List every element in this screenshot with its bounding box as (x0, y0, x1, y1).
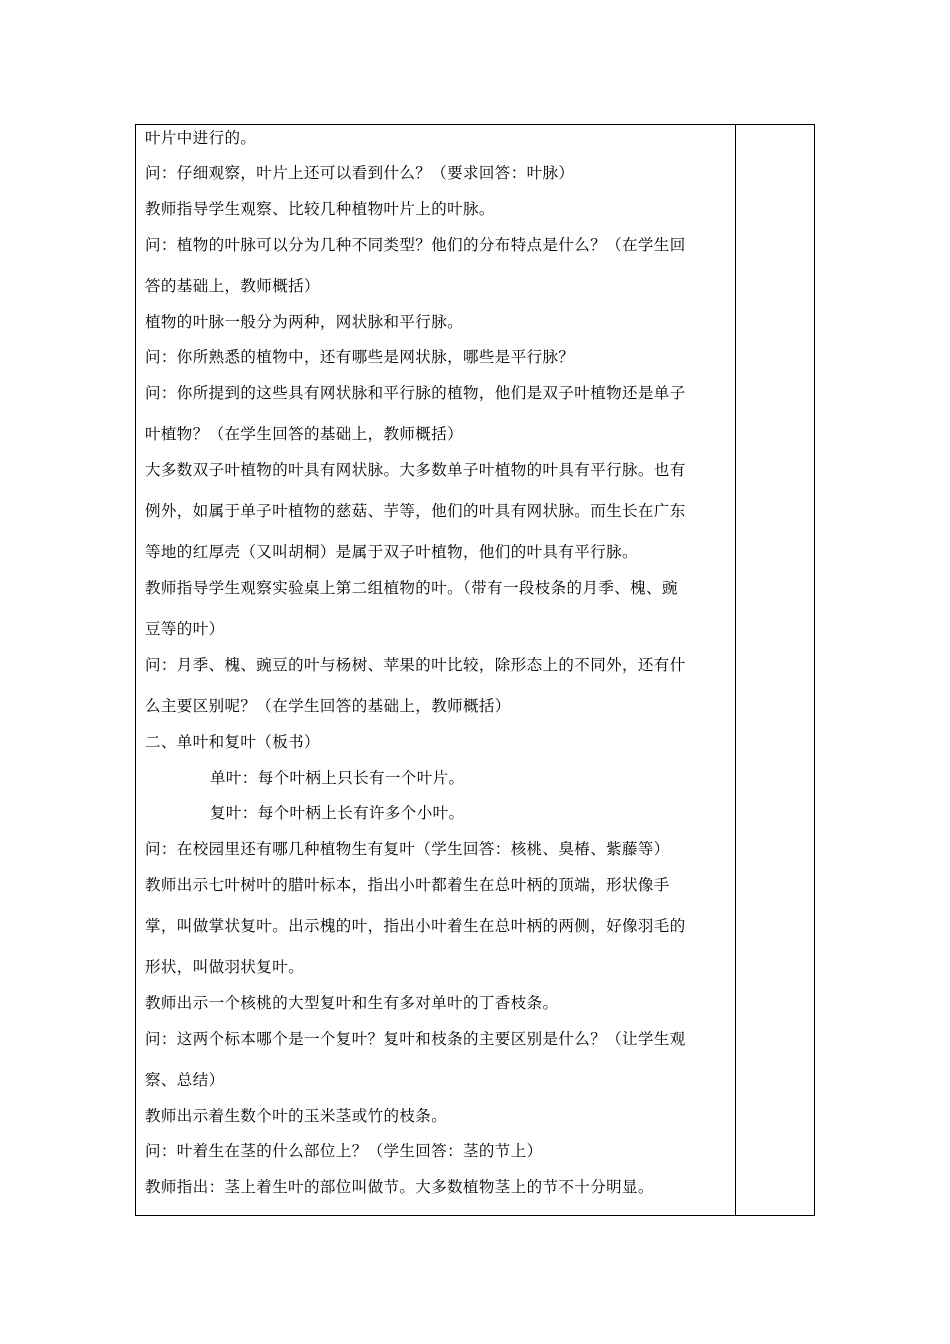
text-line: 例外，如属于单子叶植物的慈菇、芋等，他们的叶具有网状脉。而生长在广东 (145, 502, 686, 520)
text-line: 答的基础上，教师概括） (145, 277, 320, 295)
text-line: 掌，叫做掌状复叶。出示槐的叶，指出小叶着生在总叶柄的两侧，好像羽毛的 (145, 917, 686, 935)
text-line: 大多数双子叶植物的叶具有网状脉。大多数单子叶植物的叶具有平行脉。也有 (145, 461, 686, 479)
text-line: 教师出示七叶树叶的腊叶标本，指出小叶都着生在总叶柄的顶端，形状像手 (145, 876, 670, 894)
column-divider (735, 124, 736, 1216)
text-line: 单叶：每个叶柄上只长有一个叶片。 (210, 769, 465, 787)
text-line: 察、总结） (145, 1071, 225, 1089)
text-line: 豆等的叶） (145, 620, 225, 638)
text-line: 问：你所熟悉的植物中，还有哪些是网状脉，哪些是平行脉？ (145, 348, 575, 366)
text-line: 教师指出：茎上着生叶的部位叫做节。大多数植物茎上的节不十分明显。 (145, 1178, 654, 1196)
text-line: 教师指导学生观察、比较几种植物叶片上的叶脉。 (145, 200, 495, 218)
text-line: 教师出示一个核桃的大型复叶和生有多对单叶的丁香枝条。 (145, 994, 559, 1012)
text-line: 问：你所提到的这些具有网状脉和平行脉的植物，他们是双子叶植物还是单子 (145, 384, 686, 402)
text-line: 教师指导学生观察实验桌上第二组植物的叶。（带有一段枝条的月季、槐、豌 (145, 579, 678, 597)
text-line: 问：仔细观察，叶片上还可以看到什么？（要求回答：叶脉） (145, 164, 575, 182)
text-line: 问：这两个标本哪个是一个复叶？复叶和枝条的主要区别是什么？（让学生观 (145, 1030, 686, 1048)
text-line: 复叶：每个叶柄上长有许多个小叶。 (210, 804, 465, 822)
text-line: 等地的红厚壳（又叫胡桐）是属于双子叶植物，他们的叶具有平行脉。 (145, 543, 638, 561)
text-line: 问：月季、槐、豌豆的叶与杨树、苹果的叶比较，除形态上的不同外，还有什 (145, 656, 686, 674)
text-line: 问：在校园里还有哪几种植物生有复叶（学生回答：核桃、臭椿、紫藤等） (145, 840, 670, 858)
text-line: 叶片中进行的。 (145, 129, 257, 147)
text-line: 教师出示着生数个叶的玉米茎或竹的枝条。 (145, 1107, 448, 1125)
text-line: 问：叶着生在茎的什么部位上？（学生回答：茎的节上） (145, 1142, 543, 1160)
text-line: 么主要区别呢？（在学生回答的基础上，教师概括） (145, 697, 511, 715)
text-line: 问：植物的叶脉可以分为几种不同类型？他们的分布特点是什么？（在学生回 (145, 236, 686, 254)
text-line: 植物的叶脉一般分为两种，网状脉和平行脉。 (145, 313, 464, 331)
text-line: 叶植物？（在学生回答的基础上，教师概括） (145, 425, 464, 443)
text-line: 二、单叶和复叶（板书） (145, 733, 320, 751)
text-line: 形状，叫做羽状复叶。 (145, 958, 305, 976)
